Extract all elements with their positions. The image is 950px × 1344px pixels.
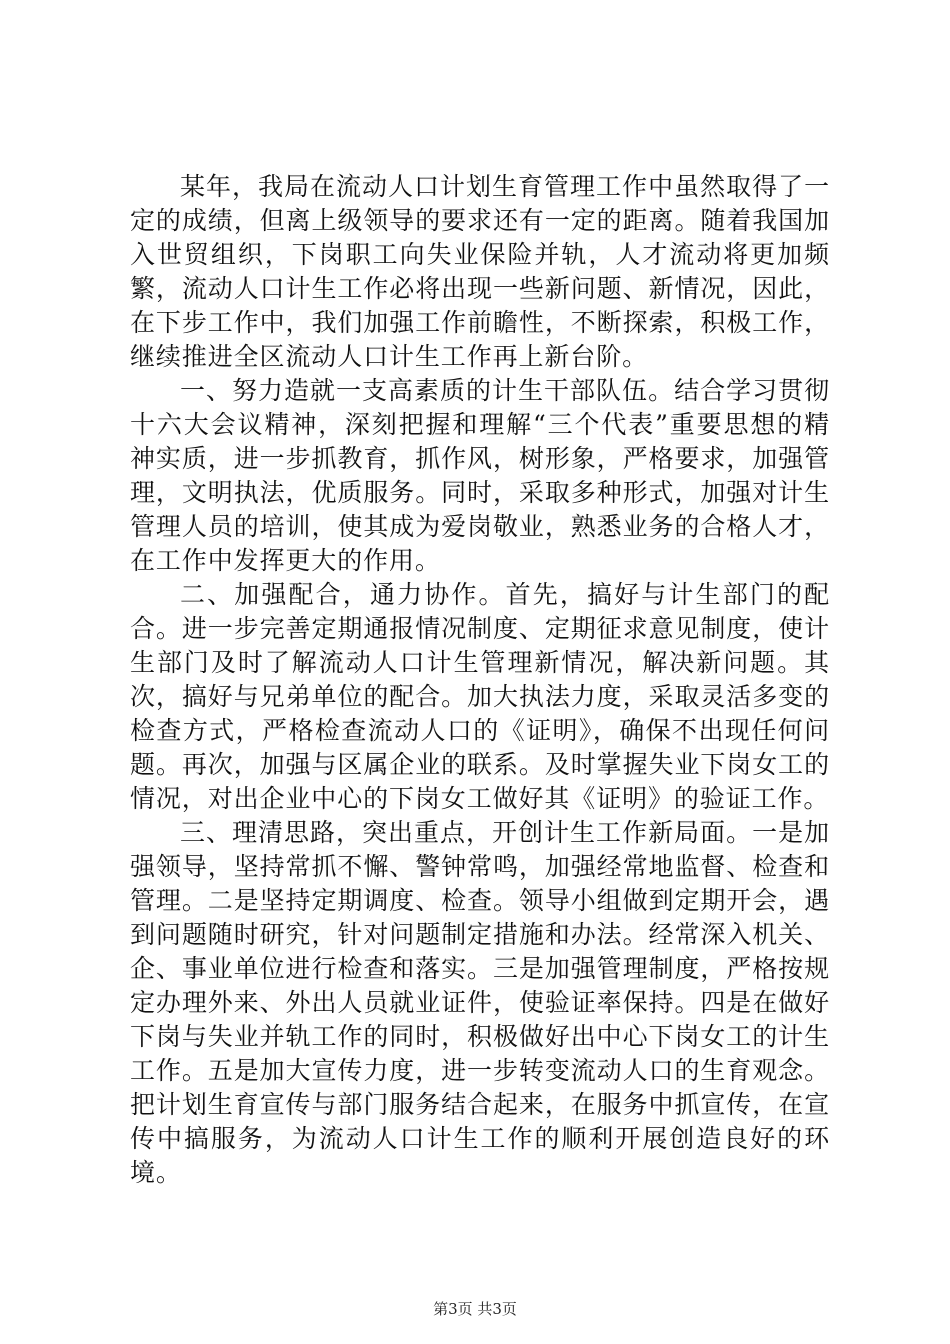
paragraph-section-1: 一、努力造就一支高素质的计生干部队伍。结合学习贯彻十六大会议精神，深刻把握和理解“三个代表”重要思想的精神实质，进一步抓教育，抓作风，树形象，严格要求，加强管理，文明执法，优质服务。同时，采取多种形式，加强对计生管理人员的培训，使其成为爱岗敬业，熟悉业务的合格人才，在工作中发挥更大的作用。 (130, 376, 830, 575)
paragraph-intro: 某年，我局在流动人口计划生育管理工作中虽然取得了一定的成绩，但离上级领导的要求还有一定的距离。随着我国加入世贸组织，下岗职工向失业保险并轨，人才流动将更加频繁，流动人口计生工作必将出现一些新问题、新情况，因此，在下步工作中，我们加强工作前瞻性，不断探索，积极工作，继续推进全区流动人口计生工作再上新台阶。 (130, 172, 830, 371)
paragraph-section-3: 三、理清思路，突出重点，开创计生工作新局面。一是加强领导，坚持常抓不懈、警钟常鸣，加强经常地监督、检查和管理。二是坚持定期调度、检查。领导小组做到定期开会，遇到问题随时研究，针对问题制定措施和办法。经常深入机关、企、事业单位进行检查和落实。三是加强管理制度，严格按规定办理外来、外出人员就业证件，使验证率保持。四是在做好下岗与失业并轨工作的同时，积极做好出中心下岗女工的计生工作。五是加大宣传力度，进一步转变流动人口的生育观念。把计划生育宣传与部门服务结合起来，在服务中抓宣传，在宣传中搞服务，为流动人口计生工作的顺利开展创造良好的环境。 (130, 818, 830, 1187)
document-body (130, 170, 830, 1190)
paragraph-section-2: 二、加强配合，通力协作。首先，搞好与计生部门的配合。进一步完善定期通报情况制度、定期征求意见制度，使计生部门及时了解流动人口计生管理新情况，解决新问题。其次，搞好与兄弟单位的配合。加大执法力度，采取灵活多变的检查方式，严格检查流动人口的《证明》，确保不出现任何问题。再次，加强与区属企业的联系。及时掌握失业下岗女工的情况，对出企业中心的下岗女工做好其《证明》的验证工作。 (130, 580, 830, 813)
page-footer: 第3页 共3页 (433, 1300, 517, 1318)
